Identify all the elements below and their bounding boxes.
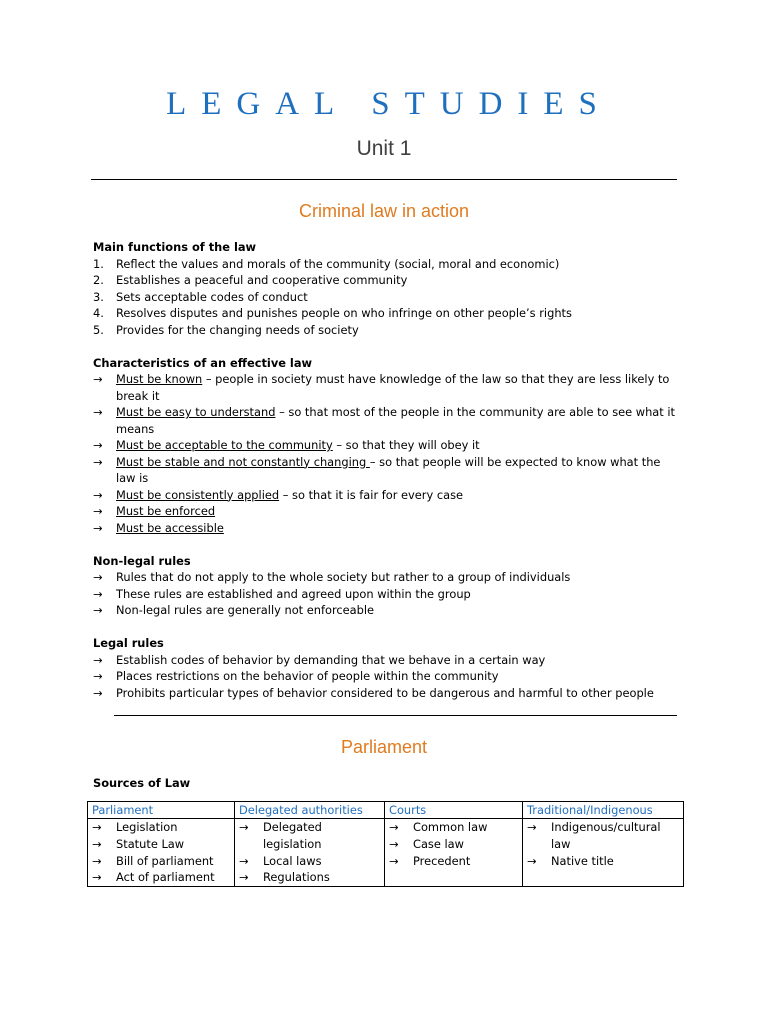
list-item: [92, 819, 231, 836]
list-number: 3.: [93, 289, 104, 304]
list-number: 2.: [93, 273, 104, 287]
list-item: [93, 668, 683, 685]
cell-text: Act of parliament: [116, 870, 215, 885]
legal-rules-title: Legal rules: [93, 636, 164, 650]
list-item: [527, 853, 680, 870]
cell-text: Native title: [551, 853, 614, 868]
arrow-icon: →: [93, 405, 103, 419]
main-functions-list: [93, 256, 683, 339]
cell-text: Statute Law: [116, 836, 185, 851]
list-item: [93, 305, 683, 322]
column-header: Parliament: [88, 802, 235, 819]
cell-text: Indigenous/cultural law: [551, 820, 661, 851]
arrow-icon: →: [92, 820, 102, 834]
list-item-text: Sets acceptable codes of conduct: [116, 289, 308, 304]
characteristics-block: [93, 355, 683, 537]
list-number: 5.: [93, 322, 104, 337]
list-item-text: Rules that do not apply to the whole society but rather to a group of individuals: [116, 570, 571, 584]
cell-text: Case law: [413, 836, 464, 851]
arrow-icon: →: [239, 853, 249, 868]
list-item: [389, 853, 519, 870]
list-item-text: Prohibits particular types of behavior considered to be dangerous and harmful to other people: [116, 685, 654, 700]
list-item: [93, 371, 683, 404]
section-heading-criminal-law: Criminal law in action: [298, 201, 470, 221]
list-number: 4.: [93, 306, 104, 320]
arrow-icon: →: [93, 520, 103, 535]
characteristic-key: Must be accessible: [116, 520, 224, 535]
list-item: [93, 652, 683, 669]
table-header-row: [88, 802, 684, 819]
cell-text: Regulations: [263, 870, 330, 885]
cell-text: Common law: [413, 820, 488, 834]
table-cell-courts: [385, 819, 523, 887]
list-item-text: These rules are established and agreed upon within the group: [116, 586, 471, 601]
arrow-icon: →: [92, 836, 102, 851]
legal-rules-block: [93, 635, 683, 701]
list-item: [93, 487, 683, 504]
arrow-icon: →: [93, 652, 103, 667]
list-item-text: Places restrictions on the behavior of people within the community: [116, 669, 499, 683]
characteristic-key: Must be acceptable to the community: [116, 438, 333, 452]
list-item-text: Resolves disputes and punishes people on who infringe on other people’s rights: [116, 306, 572, 320]
characteristic-detail: – so that it is fair for every case: [279, 487, 464, 502]
characteristic-detail: – so that they will obey it: [332, 438, 480, 452]
column-header: Delegated authorities: [235, 802, 385, 819]
list-item: [93, 437, 683, 454]
arrow-icon: →: [527, 820, 537, 834]
list-item-text: Reflect the values and morals of the community (social, moral and economic): [116, 256, 560, 271]
arrow-icon: →: [93, 487, 103, 502]
main-functions-block: [93, 239, 683, 338]
list-item: [93, 503, 683, 520]
list-item: [92, 869, 231, 886]
cell-text: Local laws: [263, 853, 322, 868]
characteristic-key: Must be easy to understand: [116, 405, 276, 419]
list-item: [93, 685, 683, 702]
column-header: Traditional/Indigenous: [523, 802, 684, 819]
list-item: [239, 853, 381, 870]
arrow-icon: →: [239, 870, 249, 885]
list-item: [389, 836, 519, 853]
characteristics-title: Characteristics of an effective law: [93, 355, 313, 370]
list-item: [92, 853, 231, 870]
list-item-text: Non-legal rules are generally not enforceable: [116, 603, 375, 617]
arrow-icon: →: [93, 586, 103, 601]
arrow-icon: →: [93, 454, 103, 469]
list-item: [93, 569, 683, 586]
non-legal-rules-title: Non-legal rules: [93, 553, 191, 568]
arrow-icon: →: [93, 685, 103, 700]
list-item: [93, 404, 683, 437]
list-item: [527, 819, 680, 853]
arrow-icon: →: [389, 820, 399, 834]
unit-subtitle: Unit 1: [356, 137, 412, 160]
non-legal-rules-list: [93, 569, 683, 619]
column-header: Courts: [385, 802, 523, 819]
main-functions-title: Main functions of the law: [93, 240, 257, 254]
arrow-icon: →: [527, 853, 537, 868]
list-item-text: Establishes a peaceful and cooperative community: [116, 273, 408, 287]
arrow-icon: →: [92, 870, 102, 885]
arrow-icon: →: [93, 504, 103, 518]
arrow-icon: →: [93, 438, 103, 452]
non-legal-rules-block: [93, 553, 683, 619]
characteristic-detail: – people in society must have knowledge of the law so that they are less likely to break it: [116, 372, 670, 403]
arrow-icon: →: [92, 853, 102, 868]
list-item: [93, 586, 683, 603]
table-cell-traditional: [523, 819, 684, 887]
sources-of-law-table: [87, 801, 684, 887]
arrow-icon: →: [389, 853, 399, 868]
criminal-law-content: [93, 239, 683, 718]
list-item: [239, 869, 381, 886]
characteristics-list: [93, 371, 683, 536]
divider-middle: [114, 715, 677, 716]
list-item-text: Provides for the changing needs of society: [116, 322, 359, 337]
arrow-icon: →: [389, 836, 399, 851]
list-item: [389, 819, 519, 836]
list-item: [93, 272, 683, 289]
list-item: [92, 836, 231, 853]
sources-of-law-title: Sources of Law: [93, 776, 191, 790]
list-item: [239, 819, 381, 853]
arrow-icon: →: [93, 669, 103, 683]
section-heading-parliament: Parliament: [340, 737, 428, 757]
characteristic-key: Must be consistently applied: [116, 487, 280, 502]
list-item: [93, 322, 683, 339]
divider-top: [91, 179, 677, 180]
list-item: [93, 289, 683, 306]
characteristic-key: Must be enforced: [116, 504, 216, 518]
arrow-icon: →: [93, 372, 103, 386]
list-item: [93, 454, 683, 487]
characteristic-key: Must be stable and not constantly changing: [116, 454, 370, 469]
page-title: LEGAL STUDIES: [166, 86, 612, 122]
cell-text: Legislation: [116, 820, 178, 834]
cell-text: Precedent: [413, 853, 471, 868]
list-item: [93, 256, 683, 273]
arrow-icon: →: [93, 603, 103, 617]
list-item-text: Establish codes of behavior by demanding that we behave in a certain way: [116, 652, 546, 667]
arrow-icon: →: [239, 820, 249, 834]
table-row: [88, 819, 684, 887]
characteristic-key: Must be known: [116, 372, 203, 386]
characteristic-detail: – so that people will be expected to know what the law is: [116, 454, 661, 485]
list-item: [93, 602, 683, 619]
arrow-icon: →: [93, 570, 103, 584]
table-cell-parliament: [88, 819, 235, 887]
legal-rules-list: [93, 652, 683, 702]
list-number: 1.: [93, 256, 104, 271]
cell-text: Delegated legislation: [263, 820, 322, 851]
characteristic-detail: – so that most of the people in the community are able to see what it means: [116, 405, 675, 436]
cell-text: Bill of parliament: [116, 853, 214, 868]
list-item: [93, 520, 683, 537]
table-cell-delegated: [235, 819, 385, 887]
